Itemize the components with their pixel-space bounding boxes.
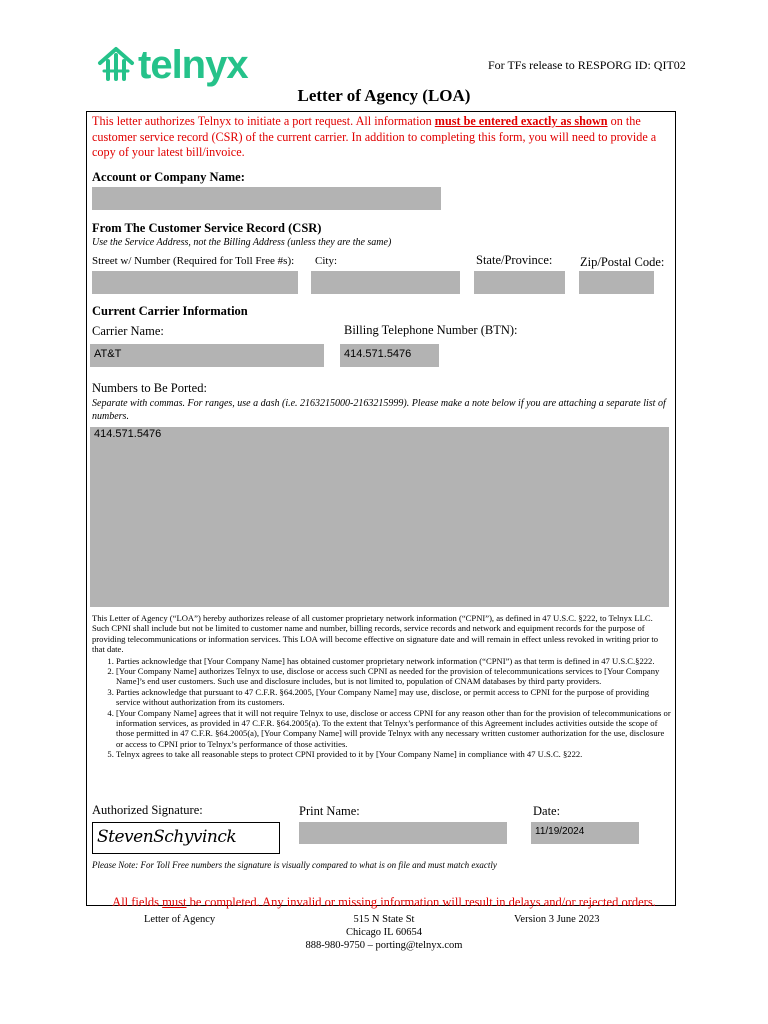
signature-value: StevenSchyvinck xyxy=(97,827,237,847)
intro-text xyxy=(92,114,672,161)
print-name-label: Print Name: xyxy=(299,804,360,818)
account-name-field[interactable] xyxy=(92,187,441,210)
warning-part2: be completed. Any invalid or missing information will result in delays and/or rejected orders. xyxy=(186,895,656,909)
intro-emphasis: must be entered exactly as shown xyxy=(434,114,608,128)
numbers-field[interactable]: 414.571.5476 xyxy=(90,427,669,607)
warning-part1: All fields xyxy=(112,895,163,909)
signature-field[interactable] xyxy=(92,822,280,854)
brand-name: telnyx xyxy=(138,43,248,87)
street-label: Street w/ Number (Required for Toll Free #s): xyxy=(92,255,295,267)
city-field[interactable] xyxy=(311,271,460,294)
telnyx-logo-icon xyxy=(96,45,136,85)
btn-label: Billing Telephone Number (BTN): xyxy=(344,323,518,337)
date-field[interactable]: 11/19/2024 xyxy=(531,822,639,844)
zip-field[interactable] xyxy=(579,271,654,294)
page-title: Letter of Agency (LOA) xyxy=(297,86,471,105)
warning-emphasis: must xyxy=(162,895,187,909)
account-label: Account or Company Name: xyxy=(92,170,245,184)
toll-free-note: Please Note: For Toll Free numbers the signature is visually compared to what is on file and must match exactly xyxy=(92,860,497,870)
legal-text xyxy=(92,613,672,760)
footer-address2: Chicago IL 60654 xyxy=(345,927,422,938)
footer-contact: 888-980-9750 – porting@telnyx.com xyxy=(305,940,463,951)
numbers-label: Numbers to Be Ported: xyxy=(92,381,207,395)
legal-item: 4. [Your Company Name] agrees that it will not require Telnyx to use, disclose or access CPNI for any reason other than for the provision of telecommunications or information services, as provided in 47 C.F.R. §64.2005(a). To the extent that Telnyx’s performance of this Agreement includes activities outside the scope of those permitted in 47 C.F.R. §64.2005(a), [Your Company Name] will provide Telnyx with any necessary written customer authorization for the use, disclosure or access to CPNI prior to Telnyx’s performance of those activities. xyxy=(116,708,672,750)
footer-left: Letter of Agency xyxy=(144,914,216,925)
resporg-note: For TFs release to RESPORG ID: QIT02 xyxy=(488,58,686,72)
numbers-note: Separate with commas. For ranges, use a dash (i.e. 2163215000-2163215999). Please make a note below if you are attaching a separate list of numbers. xyxy=(92,398,666,422)
legal-item: 2. [Your Company Name] authorizes Telnyx to use, disclose or access such CPNI as needed for the provision of telecommunications services to [Your Company Name]’s end user customers. Such use and disclosure includes, but is not limited to, population of CNAM databases by third party providers. xyxy=(116,666,672,687)
footer-address1: 515 N State St xyxy=(353,914,415,925)
warning-text xyxy=(0,895,768,910)
print-name-field[interactable] xyxy=(299,822,507,844)
csr-note: Use the Service Address, not the Billing Address (unless they are the same) xyxy=(92,237,392,248)
legal-item: 1. Parties acknowledge that [Your Company Name] has obtained customer proprietary network information (“CPNI”) as that term is defined in 47 U.S.C.§222. xyxy=(116,656,672,666)
telnyx-logo xyxy=(96,40,266,90)
btn-field[interactable]: 414.571.5476 xyxy=(340,344,439,367)
date-label: Date: xyxy=(533,804,561,818)
state-field[interactable] xyxy=(474,271,565,294)
carrier-name-field[interactable]: AT&T xyxy=(90,344,324,367)
carrier-name-label: Carrier Name: xyxy=(92,324,164,338)
intro-part1: This letter authorizes Telnyx to initiate a port request. All information xyxy=(92,114,435,128)
city-label: City: xyxy=(315,255,338,267)
legal-list xyxy=(92,656,672,760)
state-label: State/Province: xyxy=(476,253,553,267)
signature-label: Authorized Signature: xyxy=(92,803,203,817)
legal-item: 5. Telnyx agrees to take all reasonable steps to protect CPNI provided to it by [Your Company Name] in compliance with 47 U.S.C. §222. xyxy=(116,749,672,759)
intro-part2: on the customer service record (CSR) of the current carrier. In addition to completing this form, you will need to provide a copy of your latest bill/invoice. xyxy=(92,114,657,159)
carrier-heading: Current Carrier Information xyxy=(92,304,248,318)
legal-item: 3. Parties acknowledge that pursuant to 47 C.F.R. §64.2005, [Your Company Name] may use, disclose, or permit access to CPNI for the purpose of providing service without authorization from its customers. xyxy=(116,687,672,708)
csr-heading: From The Customer Service Record (CSR) xyxy=(92,221,322,235)
footer-version: Version 3 June 2023 xyxy=(514,914,600,925)
street-field[interactable] xyxy=(92,271,298,294)
zip-label: Zip/Postal Code: xyxy=(580,255,665,269)
footer-center xyxy=(0,913,768,952)
legal-intro: This Letter of Agency (“LOA”) hereby authorizes release of all customer proprietary network information (“CPNI”), as defined in 47 U.S.C. §222, to Telnyx LLC. Such CPNI shall include but not be limited to customer name and number, billing records, service records and network and equipment records for the purpose of providing telecommunications or information services. This LOA will become effective on signature date and will remain in effect unless revoked in writing prior to that date. xyxy=(92,613,659,655)
